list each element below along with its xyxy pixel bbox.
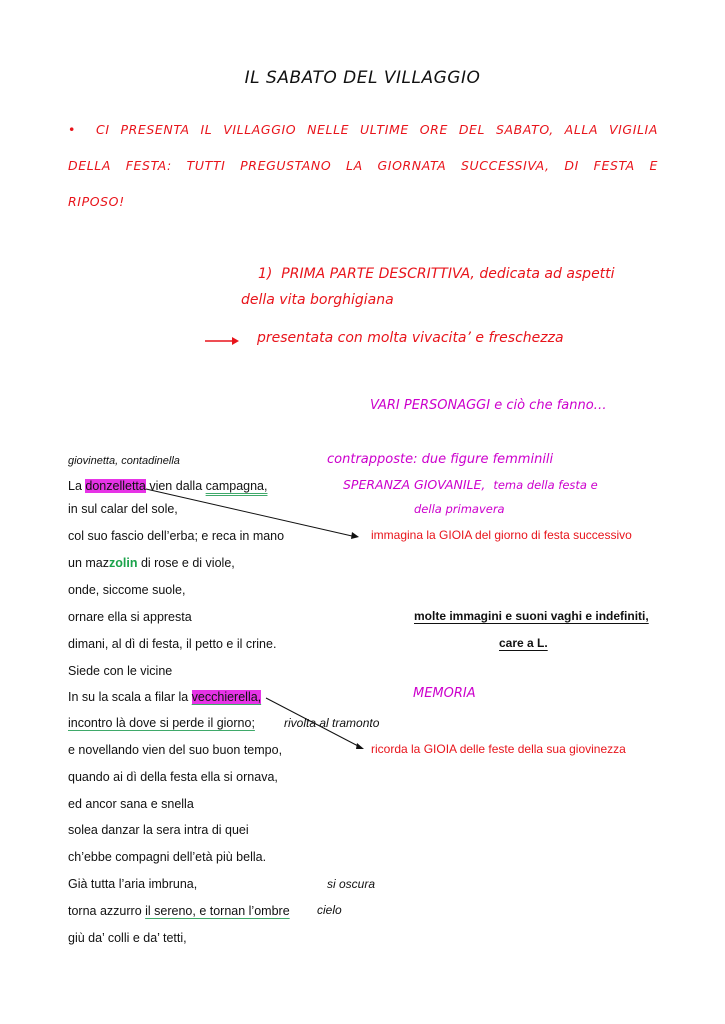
arrow-right-icon bbox=[205, 337, 239, 345]
note-giovinetta: giovinetta, contadinella bbox=[68, 455, 180, 467]
poem-line-11: e novellando vien del suo buon tempo, bbox=[68, 743, 283, 757]
poem-line-4 bbox=[68, 556, 235, 570]
note-ricorda: ricorda la GIOIA delle feste della sua giovinezza bbox=[371, 742, 626, 756]
tema-label: tema della festa e bbox=[493, 478, 598, 492]
poem-line-13: ed ancor sana e snella bbox=[68, 797, 194, 811]
underlined-campagna: campagna, bbox=[205, 479, 268, 493]
presentation-note: presentata con molta vivacita’ e freschezza bbox=[257, 330, 564, 346]
poem-text: In su la scala a filar la bbox=[68, 690, 192, 704]
speranza-label: SPERANZA GIOVANILE, bbox=[343, 477, 486, 492]
note-oscura: si oscura bbox=[327, 877, 376, 891]
poem-text: torna azzurro bbox=[68, 904, 146, 918]
poem-text: un maz bbox=[68, 556, 109, 570]
section-title-line-2: della vita borghigiana bbox=[241, 292, 394, 308]
note-contrapposte: contrapposte: due figure femminili bbox=[327, 452, 554, 467]
poem-line-9 bbox=[68, 690, 261, 704]
section-title-line-1: PRIMA PARTE DESCRITTIVA, dedicata ad aspetti bbox=[281, 266, 615, 282]
poem-line-18: giù da’ colli e da’ tetti, bbox=[68, 931, 187, 945]
poem-line-10: incontro là dove si perde il giorno; bbox=[68, 716, 255, 730]
underlined-sereno: il sereno, e tornan l’ombre bbox=[145, 904, 290, 918]
intro-text-2: DELLA FESTA: TUTTI PREGUSTANO LA GIORNATA SUCCESSIVA, DI FESTA E bbox=[68, 158, 658, 173]
bullet: • bbox=[68, 122, 76, 137]
poem-line-5: onde, siccome suole, bbox=[68, 583, 186, 597]
poem-line-2: in sul calar del sole, bbox=[68, 502, 178, 516]
poem-line-15: ch’ebbe compagni dell’età più bella. bbox=[68, 850, 267, 864]
note-rivolta: rivolta al tramonto bbox=[284, 716, 380, 730]
intro-line-3: RIPOSO! bbox=[68, 194, 125, 209]
poem-line-14: solea danzar la sera intra di quei bbox=[68, 823, 249, 837]
note-care: care a L. bbox=[499, 636, 548, 650]
poem-line-17 bbox=[68, 904, 290, 918]
poem-line-1 bbox=[68, 479, 267, 493]
personaggi-heading: VARI PERSONAGGI e ciò che fanno… bbox=[370, 398, 607, 413]
highlight-vecchierella: vecchierella, bbox=[191, 690, 262, 704]
poem-line-6: ornare ella si appresta bbox=[68, 610, 192, 624]
note-immagina: immagina la GIOIA del giorno di festa successivo bbox=[371, 528, 632, 542]
note-immagini: molte immagini e suoni vaghi e indefiniti, bbox=[414, 609, 649, 623]
note-cielo: cielo bbox=[317, 903, 342, 917]
poem-line-7: dimani, al dì di festa, il petto e il crine. bbox=[68, 637, 277, 651]
poem-line-8: Siede con le vicine bbox=[68, 664, 173, 678]
note-primavera: della primavera bbox=[414, 502, 505, 516]
highlight-donzelletta: donzelletta bbox=[85, 479, 146, 493]
poem-text: di rose e di viole, bbox=[137, 556, 235, 570]
note-speranza bbox=[343, 477, 598, 492]
page-title: IL SABATO DEL VILLAGGIO bbox=[244, 68, 481, 88]
note-memoria: MEMORIA bbox=[413, 686, 476, 701]
poem-line-16: Già tutta l’aria imbruna, bbox=[68, 877, 198, 891]
green-mazzolin: zolin bbox=[109, 556, 138, 570]
poem-text: La bbox=[68, 479, 86, 493]
intro-text-1: CI PRESENTA IL VILLAGGIO NELLE ULTIME ORE DEL SABATO, ALLA VIGILIA bbox=[96, 122, 658, 137]
poem-line-12: quando ai dì della festa ella si ornava, bbox=[68, 770, 278, 784]
section-number: 1) bbox=[258, 266, 273, 282]
poem-text: vien dalla bbox=[145, 479, 206, 493]
poem-line-3: col suo fascio dell’erba; e reca in mano bbox=[68, 529, 285, 543]
